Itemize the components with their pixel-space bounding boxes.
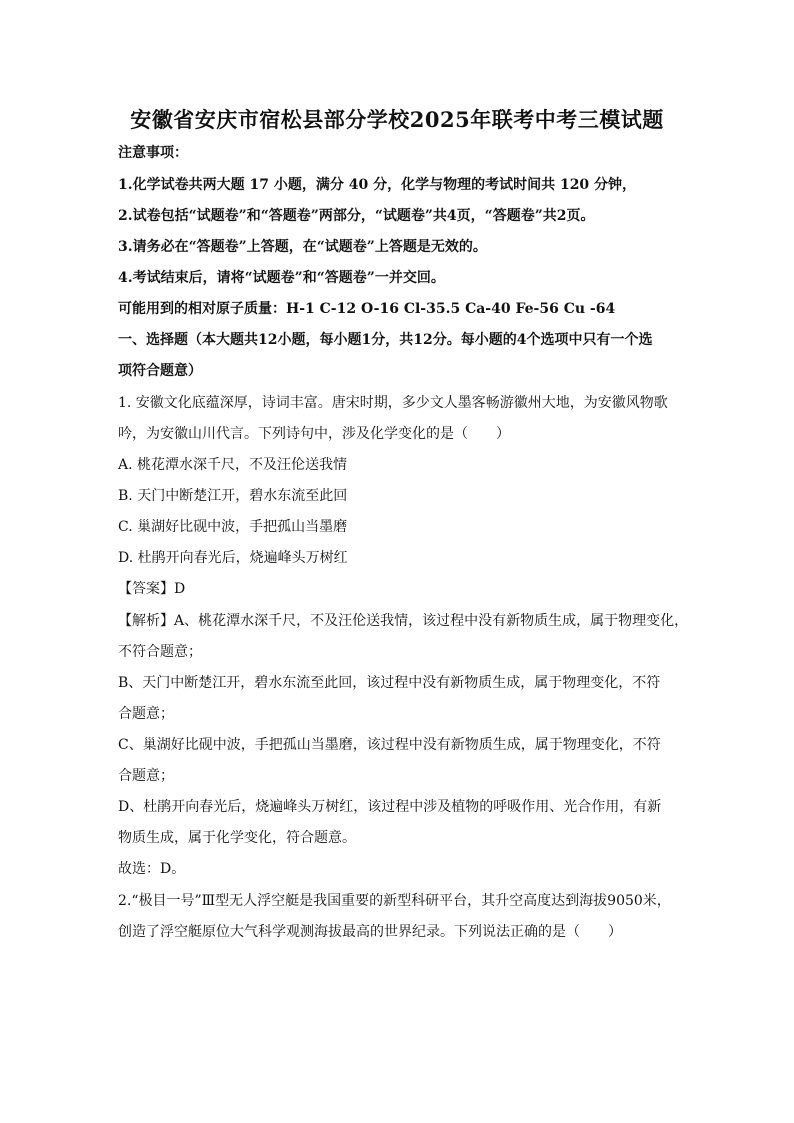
q1-analysis-line-7: D、杜鹃开向春光后，烧遍峰头万树红，该过程中涉及植物的呼吸作用、光合作用，有新 — [118, 799, 662, 815]
q1-analysis-line-8: 物质生成，属于化学变化，符合题意。 — [118, 830, 356, 846]
q1-analysis-line-2: 不符合题意； — [118, 644, 202, 660]
q1-analysis-line-5: C、巢湖好比砚中波，手把孤山当墨磨，该过程中没有新物质生成，属于物理变化，不符 — [118, 737, 661, 753]
atomic-masses: 可能用到的相对原子质量：H-1 C-12 O-16 Cl-35.5 Ca-40 Fe-56 Cu -64 — [118, 301, 616, 317]
q1-analysis-line-6: 合题意； — [118, 768, 174, 784]
q1-stem-line-1: 1. 安徽文化底蕴深厚，诗词丰富。唐宋时期，多少文人墨客畅游徽州大地，为安徽风物歌 — [118, 395, 668, 411]
q1-option-b: B. 天门中断楚江开，碧水东流至此回 — [118, 488, 348, 504]
q1-analysis-line-1: 【解析】A、桃花潭水深千尺，不及汪伦送我情，该过程中没有新物质生成，属于物理变化， — [118, 613, 689, 629]
q1-option-a: A. 桃花潭水深千尺，不及汪伦送我情 — [118, 457, 348, 473]
q1-stem-line-2: 吟，为安徽山川代言。下列诗句中，涉及化学变化的是（ ） — [118, 426, 510, 442]
notice-item-3: 3.请务必在“答题卷”上答题，在“试题卷”上答题是无效的。 — [118, 239, 487, 255]
q1-analysis-line-9: 故选：D。 — [118, 861, 186, 877]
q1-option-d: D. 杜鹃开向春光后，烧遍峰头万树红 — [118, 550, 348, 566]
notice-item-2: 2.试卷包括“试题卷”和“答题卷”两部分，“试题卷”共4页，“答题卷”共2页。 — [118, 208, 595, 224]
notice-item-4: 4.考试结束后，请将“试题卷”和“答题卷”一并交回。 — [118, 270, 445, 286]
notice-heading: 注意事项： — [118, 145, 188, 161]
q2-stem-line-1: 2.“极目一号”Ⅲ型无人浮空艇是我国重要的新型科研平台，其升空高度达到海拔9050米， — [118, 893, 671, 909]
q1-analysis-line-4: 合题意； — [118, 706, 174, 722]
exam-title: 安徽省安庆市宿松县部分学校2025年联考中考三模试题 — [130, 107, 664, 132]
q1-analysis-line-3: B、天门中断楚江开，碧水东流至此回，该过程中没有新物质生成，属于物理变化，不符 — [118, 675, 661, 691]
q2-stem-line-2: 创造了浮空艇原位大气科学观测海拔最高的世界纪录。下列说法正确的是（ ） — [118, 924, 622, 940]
notice-item-1: 1.化学试卷共两大题 17 小题，满分 40 分，化学与物理的考试时间共 120 分钟， — [118, 177, 637, 193]
section-heading-line-2: 项符合题意） — [118, 363, 202, 379]
q1-option-c: C. 巢湖好比砚中波，手把孤山当墨磨 — [118, 519, 348, 535]
q1-answer: 【答案】D — [118, 581, 186, 597]
section-heading-line-1: 一、选择题（本大题共12小题，每小题1分，共12分。每小题的4个选项中只有一个选 — [118, 332, 653, 348]
